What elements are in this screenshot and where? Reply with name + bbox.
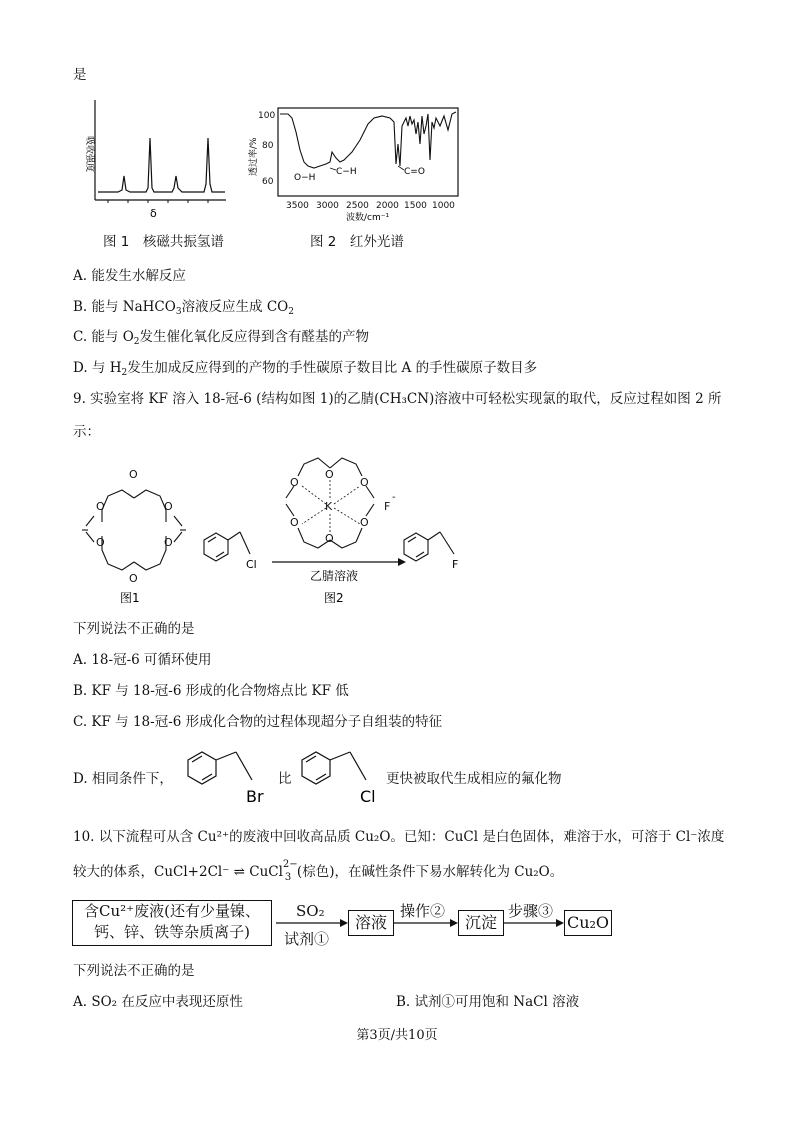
q9-reaction-scheme bbox=[72, 446, 492, 606]
complex-o-br: O bbox=[360, 516, 369, 529]
structure-cl: Cl bbox=[360, 787, 376, 806]
ir-ytick-80: 80 bbox=[262, 141, 274, 151]
ir-caption: 图 2 红外光谱 bbox=[310, 234, 404, 250]
complex-o-tl: O bbox=[290, 476, 299, 489]
q10-option-b: B. 试剂①可用饱和 NaCl 溶液 bbox=[396, 994, 580, 1010]
ir-xtick-3000: 3000 bbox=[316, 201, 339, 211]
complex-o-top: O bbox=[325, 468, 334, 481]
ir-xtick-3500: 3500 bbox=[286, 201, 309, 211]
q8-option-d: D. 与 $H_2$发生加成反应得到的产物的手性碳原子数目比 A 的手性碳原子数目多 bbox=[73, 360, 538, 378]
ir-ytick-100: 100 bbox=[258, 111, 276, 121]
q8-option-c: C. 能与 $O_2$发生催化氧化反应得到含有醛基的产物 bbox=[73, 329, 370, 347]
ir-xtick-1500: 1500 bbox=[404, 201, 427, 211]
scheme-fig1-label: 图1 bbox=[120, 591, 140, 605]
q8-option-b: B. 能与 NaHCO$_3$溶液反应生成 $CO_2$ bbox=[73, 299, 294, 317]
flow-arrow-2 bbox=[394, 918, 458, 928]
flow-arrow2-top: 操作② bbox=[400, 902, 446, 920]
ir-ytick-60: 60 bbox=[262, 177, 274, 187]
q10-stem-line1: 10. 以下流程可从含 Cu²⁺的废液中回收高品质 Cu₂O。已知：CuCl 是白色固体，难溶于水，可溶于 Cl⁻浓度 bbox=[73, 829, 725, 845]
page-footer: 第3页/共10页 bbox=[356, 1028, 438, 1043]
ir-label-co: C=O bbox=[404, 167, 425, 177]
q9-option-d-mid: 比 bbox=[278, 771, 292, 787]
ir-spectrum-figure bbox=[244, 104, 464, 228]
product-f: F bbox=[452, 558, 459, 571]
flow-box-waste-liquid: 含Cu²⁺废液(还有少量镍、 钙、锌、铁等杂质离子) bbox=[72, 900, 272, 946]
nmr-caption: 图 1 核磁共振氢谱 bbox=[103, 234, 224, 250]
ir-label-oh: O−H bbox=[294, 173, 316, 183]
q9-option-d-suffix: 更快被取代生成相应的氟化物 bbox=[386, 771, 562, 787]
q9-option-a: A. 18-冠-6 可循环使用 bbox=[73, 652, 212, 668]
q9-stem-line1: 9. 实验室将 KF 溶入 18-冠-6 (结构如图 1)的乙腈(CH₃CN)溶液中可轻松实现氯的取代，反应过程如图 2 所 bbox=[73, 391, 722, 407]
flow-box-precipitate: 沉淀 bbox=[458, 910, 504, 936]
ir-y-label: 透过率/% bbox=[249, 137, 259, 176]
q10-prompt: 下列说法不正确的是 bbox=[73, 963, 195, 979]
nmr-x-label: δ bbox=[150, 207, 157, 220]
q9-stem-line2: 示： bbox=[73, 424, 100, 440]
ir-xtick-2000: 2000 bbox=[376, 201, 399, 211]
crown-o-top: O bbox=[129, 468, 138, 481]
complex-k: K bbox=[325, 500, 333, 513]
flow-arrow1-top: SO₂ bbox=[296, 902, 325, 920]
crown-o-tl: O bbox=[96, 500, 105, 513]
complex-f-charge: - bbox=[392, 492, 396, 503]
q10-option-a: A. SO₂ 在反应中表现还原性 bbox=[73, 994, 243, 1010]
q9-option-c: C. KF 与 18-冠-6 形成化合物的过程体现超分子自组装的特征 bbox=[73, 714, 443, 730]
intro-end: 是 bbox=[73, 67, 87, 83]
ir-xtick-1000: 1000 bbox=[432, 201, 455, 211]
complex-o-tr: O bbox=[360, 476, 369, 489]
scheme-fig2-label: 图2 bbox=[324, 591, 344, 605]
flow-arrow-3 bbox=[504, 918, 564, 928]
crown-o-bottom: O bbox=[129, 572, 138, 585]
nmr-y-label: 吸收强度 bbox=[84, 136, 94, 173]
complex-f-ion: F bbox=[384, 500, 391, 513]
q8-option-a: A. 能发生水解反应 bbox=[73, 268, 186, 284]
nmr-spectrum-figure bbox=[78, 96, 238, 226]
crown-o-tr: O bbox=[164, 500, 173, 513]
q10-stem-line2: 较大的体系，CuCl+2Cl⁻ ⇌ CuCl 2− 3 (棕色)，在碱性条件下易水解转化为 Cu₂O。 bbox=[73, 859, 564, 883]
benzyl-bromide-structure bbox=[180, 742, 270, 806]
q9-option-b: B. KF 与 18-冠-6 形成的化合物熔点比 KF 低 bbox=[73, 683, 349, 699]
crown-o-br: O bbox=[164, 536, 173, 549]
q9-prompt: 下列说法不正确的是 bbox=[73, 621, 195, 637]
complex-o-bottom: O bbox=[325, 532, 334, 545]
benzyl-chloride-structure bbox=[294, 742, 384, 806]
flow-arrow-1 bbox=[276, 918, 348, 928]
ir-xtick-2500: 2500 bbox=[346, 201, 369, 211]
flow-arrow1-bottom: 试剂① bbox=[284, 930, 330, 948]
flow-box-cu2o: Cu₂O bbox=[564, 910, 612, 936]
flow-box-solution: 溶液 bbox=[348, 910, 394, 936]
structure-br: Br bbox=[246, 787, 264, 806]
reactant-cl: Cl bbox=[246, 558, 257, 571]
ir-x-label: 波数/cm⁻¹ bbox=[346, 213, 390, 223]
complex-o-bl: O bbox=[290, 516, 299, 529]
q9-option-d-prefix: D. 相同条件下， bbox=[73, 771, 173, 787]
crown-o-bl: O bbox=[96, 536, 105, 549]
ir-label-ch: C−H bbox=[336, 167, 357, 177]
scheme-solvent: 乙腈溶液 bbox=[310, 569, 359, 583]
flow-arrow3-top: 步骤③ bbox=[508, 902, 554, 920]
